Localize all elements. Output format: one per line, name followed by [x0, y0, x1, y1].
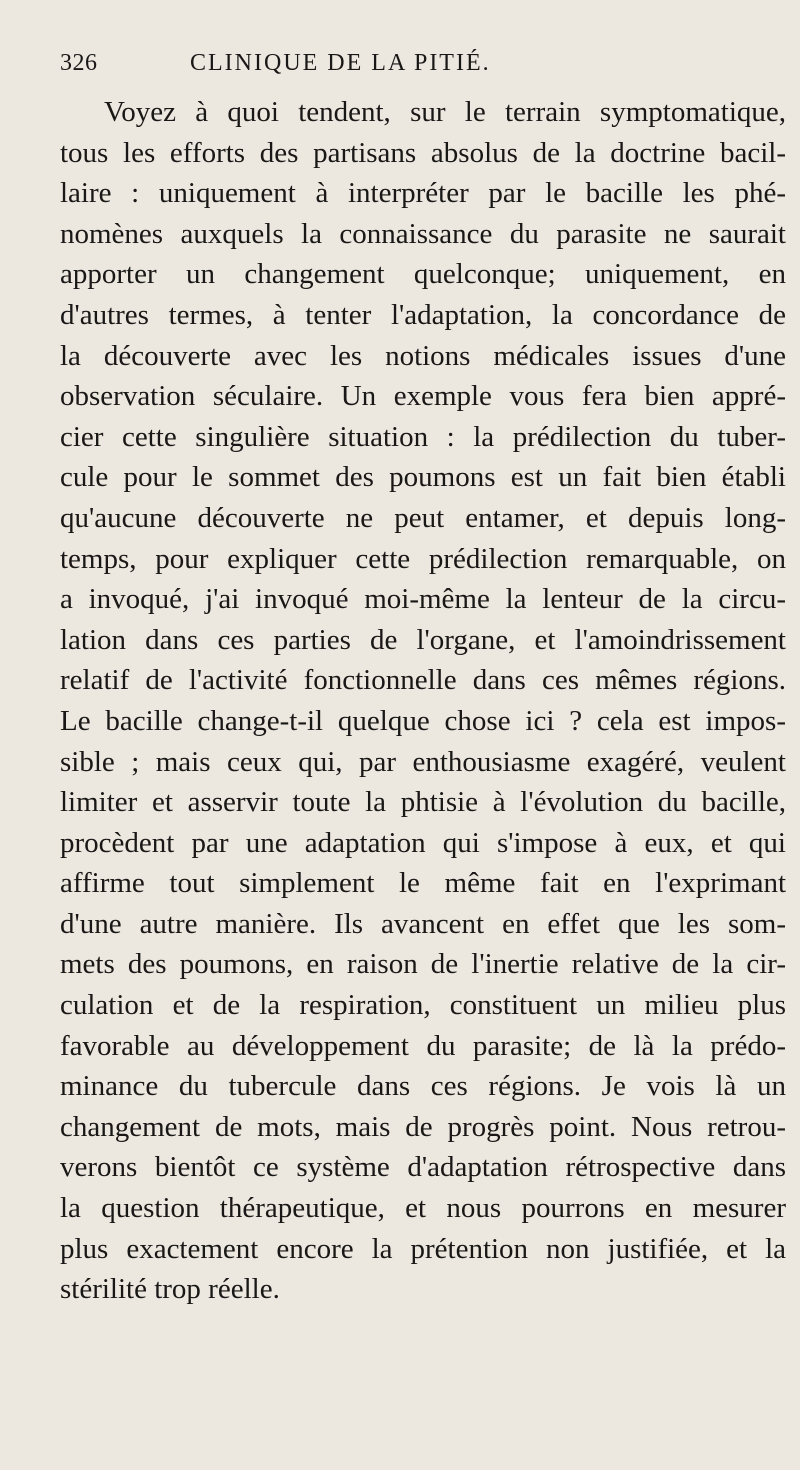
- text-line: culation et de la respiration, constituent un milieu plus: [60, 989, 786, 1022]
- page-number: 326: [60, 50, 98, 76]
- text-line: Voyez à quoi tendent, sur le terrain symptomatique,: [104, 96, 786, 128]
- text-line: cule pour le sommet des poumons est un fait bien établi: [60, 461, 786, 494]
- text-line: minance du tubercule dans ces régions. Je vois là un: [60, 1070, 786, 1103]
- text-line: verons bientôt ce système d'adaptation rétrospective dans: [60, 1151, 786, 1184]
- text-line: d'autres termes, à tenter l'adaptation, la concordance de: [60, 298, 786, 331]
- text-line: laire : uniquement à interpréter par le bacille les phé-: [60, 177, 786, 210]
- text-line: observation séculaire. Un exemple vous fera bien appré-: [60, 380, 786, 413]
- text-line: apporter un changement quelconque; uniquement, en: [60, 258, 786, 291]
- text-line: sible ; mais ceux qui, par enthousiasme exagéré, veulent: [60, 745, 786, 778]
- text-line: favorable au développement du parasite; de là la prédo-: [60, 1029, 786, 1062]
- page-header: [60, 44, 760, 84]
- body-text: [60, 92, 786, 1310]
- text-line: plus exactement encore la prétention non justifiée, et la: [60, 1232, 786, 1265]
- text-line: temps, pour expliquer cette prédilection remarquable, on: [60, 542, 786, 575]
- text-line: cier cette singulière situation : la prédilection du tuber-: [60, 420, 786, 453]
- text-line: la question thérapeutique, et nous pourrons en mesurer: [60, 1192, 786, 1225]
- running-title: CLINIQUE DE LA PITIÉ.: [190, 50, 491, 76]
- text-line: a invoqué, j'ai invoqué moi-même la lenteur de la circu-: [60, 583, 786, 616]
- text-line: tous les efforts des partisans absolus de la doctrine bacil-: [60, 136, 786, 169]
- text-line: affirme tout simplement le même fait en l'exprimant: [60, 867, 786, 900]
- text-line: lation dans ces parties de l'organe, et l'amoindrissement: [60, 623, 786, 656]
- text-line: relatif de l'activité fonctionnelle dans ces mêmes régions.: [60, 664, 786, 697]
- text-line: la découverte avec les notions médicales issues d'une: [60, 339, 786, 372]
- text-line: stérilité trop réelle.: [60, 1273, 280, 1306]
- text-line: d'une autre manière. Ils avancent en effet que les som-: [60, 907, 786, 940]
- text-line: procèdent par une adaptation qui s'impose à eux, et qui: [60, 826, 786, 859]
- text-line: Le bacille change-t-il quelque chose ici ? cela est impos-: [60, 704, 786, 737]
- text-line: nomènes auxquels la connaissance du parasite ne saurait: [60, 217, 786, 250]
- text-line: mets des poumons, en raison de l'inertie relative de la cir-: [60, 948, 786, 981]
- text-line: qu'aucune découverte ne peut entamer, et depuis long-: [60, 501, 786, 534]
- text-line: limiter et asservir toute la phtisie à l'évolution du bacille,: [60, 786, 786, 819]
- text-line: changement de mots, mais de progrès point. Nous retrou-: [60, 1110, 786, 1143]
